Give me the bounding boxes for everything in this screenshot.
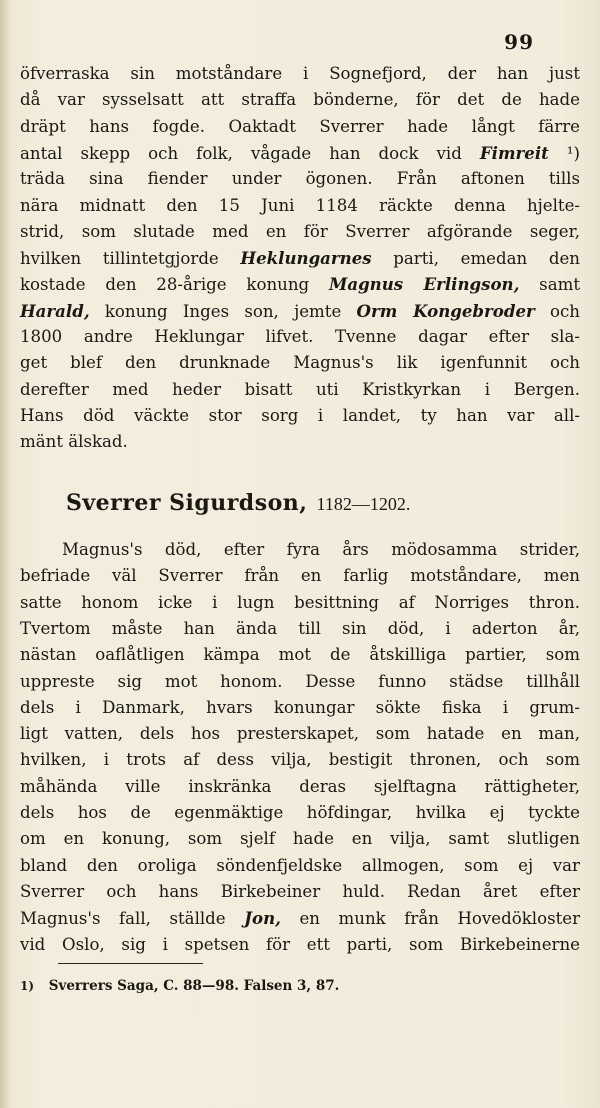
text-line: mänt älskad. [20,432,128,452]
text-line: träda sina fiender under ögonen. Från aftonen tills [20,169,580,189]
text-line: Magnus's fall, ställde Jon, en munk från Hovedökloster [20,908,580,929]
section-heading-years: 1182—1202. [316,494,411,514]
text-line: hvilken, i trots af dess vilja, bestigit thronen, och som [20,750,580,770]
emphasized-name: Magnus Erlingson, [328,274,520,295]
footnote-divider [58,963,203,964]
section-heading-name: Sverrer Sigurdson, [66,490,308,516]
emphasized-name: Jon, [244,908,281,929]
text-line: Sverrer och hans Birkebeiner huld. Redan året efter [20,881,580,901]
text-line: öfverraska sin motståndare i Sognefjord, der han just [20,64,580,83]
page-spine-edge [0,0,9,1108]
text-line: 1800 andre Heklungar lifvet. Tvenne dagar efter sla- [20,327,580,346]
text-line: dels i Danmark, hvars konungar sökte fiska i grum- [20,697,580,717]
text-line: uppreste sig mot honom. Desse funno städse tillhåll [20,671,580,691]
text-line: antal skepp och folk, vågade han dock vid Fimreit ¹) [20,142,580,163]
text-line: befriade väl Sverrer från en farlig motståndare, men [20,566,580,586]
text-line: strid, som slutade med en för Sverrer afgörande seger, [20,221,580,241]
text-line: hvilken tillintetgjorde Heklungarnes parti, emedan den [20,248,580,269]
text-line: derefter med heder bisatt uti Kristkyrkan i Bergen. [20,379,580,399]
emphasized-name: Fimreit [479,142,549,163]
text-line: Magnus's död, efter fyra års mödosamma strider, [62,540,580,559]
section-heading [66,488,410,520]
text-line: satte honom icke i lugn besittning af Norriges thron. [20,592,580,612]
text-line: get blef den drunknade Magnus's lik igenfunnit och [20,353,580,373]
text-line: Hans död väckte stor sorg i landet, ty han var all- [20,405,580,425]
text-line: Harald, konung Inges son, jemte Orm Kongebroder och [20,300,580,321]
text-line: bland den oroliga söndenfjeldske allmogen, som ej var [20,855,580,875]
footnote-text: Sverrers Saga, C. 88—98. Falsen 3, 87. [48,978,340,994]
emphasized-name: Harald, [20,300,90,321]
text-line: Tvertom måste han ända till sin död, i aderton år, [20,618,580,638]
text-line: nära midnatt den 15 Juni 1184 räckte denna hjelte- [20,195,580,215]
emphasized-name: Heklungarnes [240,248,372,269]
text-line: kostade den 28-årige konung Magnus Erlingson, samt [20,274,580,295]
text-line: vid Oslo, sig i spetsen för ett parti, som Birkebeinerne [20,934,580,954]
text-line: om en konung, som sjelf hade en vilja, samt slutligen [20,829,580,849]
emphasized-name: Orm Kongebroder [356,300,535,321]
page-number: 99 [504,30,534,54]
text-line: ligt vatten, dels hos presterskapet, som hatade en man, [20,724,580,744]
text-line: nästan oaflåtligen kämpa mot de åtskilliga partier, som [20,645,580,665]
footnote [20,976,339,996]
text-line: måhända ville inskränka deras sjelftagna rättigheter, [20,776,580,796]
text-line: dräpt hans fogde. Oaktadt Sverrer hade långt färre [20,116,580,136]
footnote-marker: 1) [20,979,35,993]
text-line: dels hos de egenmäktige höfdingar, hvilka ej tyckte [20,803,580,822]
text-line: då var sysselsatt att straffa bönderne, för det de hade [20,90,580,110]
